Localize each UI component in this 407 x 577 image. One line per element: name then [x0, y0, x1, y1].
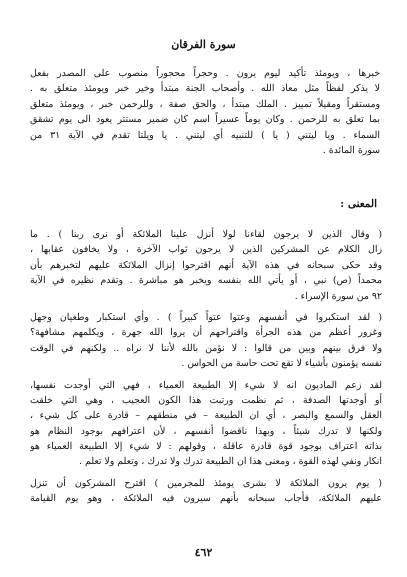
- meaning-section: [30, 227, 382, 507]
- text-line: لا يذكر لفظاً مثل معاذ الله . وأصحاب الجنة مبتدأ وخير خبر ويومئذ متعلق به .: [30, 83, 380, 95]
- section-heading: المعنى :: [340, 198, 377, 210]
- text-line: العقل والسمع والبصر ، أي ان الطبيعة – في منطقهم – قادرة على كل شيء ،: [30, 410, 382, 422]
- text-line: ( وقال الذين لا يرجون لقاءنا لولا أنزل علينا الملائكة أو نرى ربنا ) . ما: [30, 229, 382, 240]
- text-line: ومستقراً ومقيلاً تمييز . الملك مبتدأ ، والحق صفة ، وللرحمن خبر ، ويومئذ متعلق: [30, 98, 380, 110]
- text-line: محمداً (ص) نبي ، أو يأتي الله بنفسه ويخبر هو مباشرة . وتقدم نظيره في الآية: [30, 275, 382, 287]
- text-line: ٩٢ من سورة الإسراء .: [294, 290, 382, 302]
- text-line: وغرور أعظم من هذه الجرأة واقتراحهم أن يروا الله جهرة ، ويكلمهم مشافهة؟: [30, 327, 382, 339]
- text-line: نفسه يؤمنون بأشياء لا تقع تحت حاسة من الحواس .: [181, 358, 382, 370]
- paragraph: [30, 378, 382, 470]
- text-line: خبرها ، ويومئذ تأكيد ليوم يرون . وحجراً محجوراً منصوب على المصدر بفعل: [30, 68, 380, 79]
- paragraph: [30, 227, 382, 304]
- text-line: ( يوم يرون الملائكة لا بشرى يومئذ للمجرمين ) اقترح المشركون أن تنزل: [30, 477, 382, 489]
- paragraph: [30, 310, 382, 372]
- text-line: ولكنها لا تدرك شيئاً ، وبهذا ناقضوا أنفسهم ، لأن اعترافهم بوجود النظام هو: [30, 425, 382, 437]
- text-line: سورة المائدة .: [322, 144, 380, 156]
- text-line: وقد حكى سبحانه في هذه الآية أنهم اقترحوا إنزال الملائكة عليهم لتخبرهم بأن: [30, 259, 382, 271]
- paragraph: [30, 476, 382, 507]
- text-line: السماء . ويا ليتني ( يا ) للتنبيه أي ليتني . يا ويلتا تقدم في الآية ٣١ من: [30, 129, 380, 141]
- page-number: ٤٦٢: [194, 546, 213, 559]
- text-line: زال الكلام عن المشركين الذين لا يرجون ثواب الآخرة ، ولا يخافون عقابها ،: [30, 244, 382, 256]
- text-line: عليهم الملائكة، فأجاب سبحانه بأنهم سيرون فيه الملائكة ، وهو يوم القيامة: [30, 493, 382, 505]
- text-line: بما تعلق به للرحمن . وكان يوماً عسيراً اسم كان ضمير مستتر يعود الى يوم تشقق: [30, 114, 380, 126]
- text-line: ( لقد استكبروا في أنفسهم وعتوا عتواً كبيراً ) . وأي استكبار وطغيان وجهل: [30, 311, 382, 323]
- grammar-section: [30, 66, 380, 158]
- text-line: ولا فرق بينهم وبين من قالوا : لا نؤمن بالله لأننا لا نراه .. ولكنهم في الوقت: [30, 342, 382, 354]
- running-header-title: سورة الفرقان: [171, 38, 236, 51]
- text-line: أو أوجدتها الصدفة ، ثم نظمت ورتبت هذا الكون العجيب ، وهي التي خلقت: [30, 394, 382, 406]
- text-line: لقد زعم الماديون انه لا شيء إلا الطبيعة العمياء ، فهي التي أوجدت نفسها،: [30, 379, 382, 391]
- text-line: انكار ونفي لهذه القوة ، ومعنى هذا ان الطبيعة تدرك ولا تدرك ، وتعلم ولا تعلم .: [79, 456, 382, 468]
- text-line: بذاته اعتراف بوجود قوة قادرة عاقلة ، وقولهم : لا شيء إلا الطبيعة العمياء هو: [30, 441, 382, 453]
